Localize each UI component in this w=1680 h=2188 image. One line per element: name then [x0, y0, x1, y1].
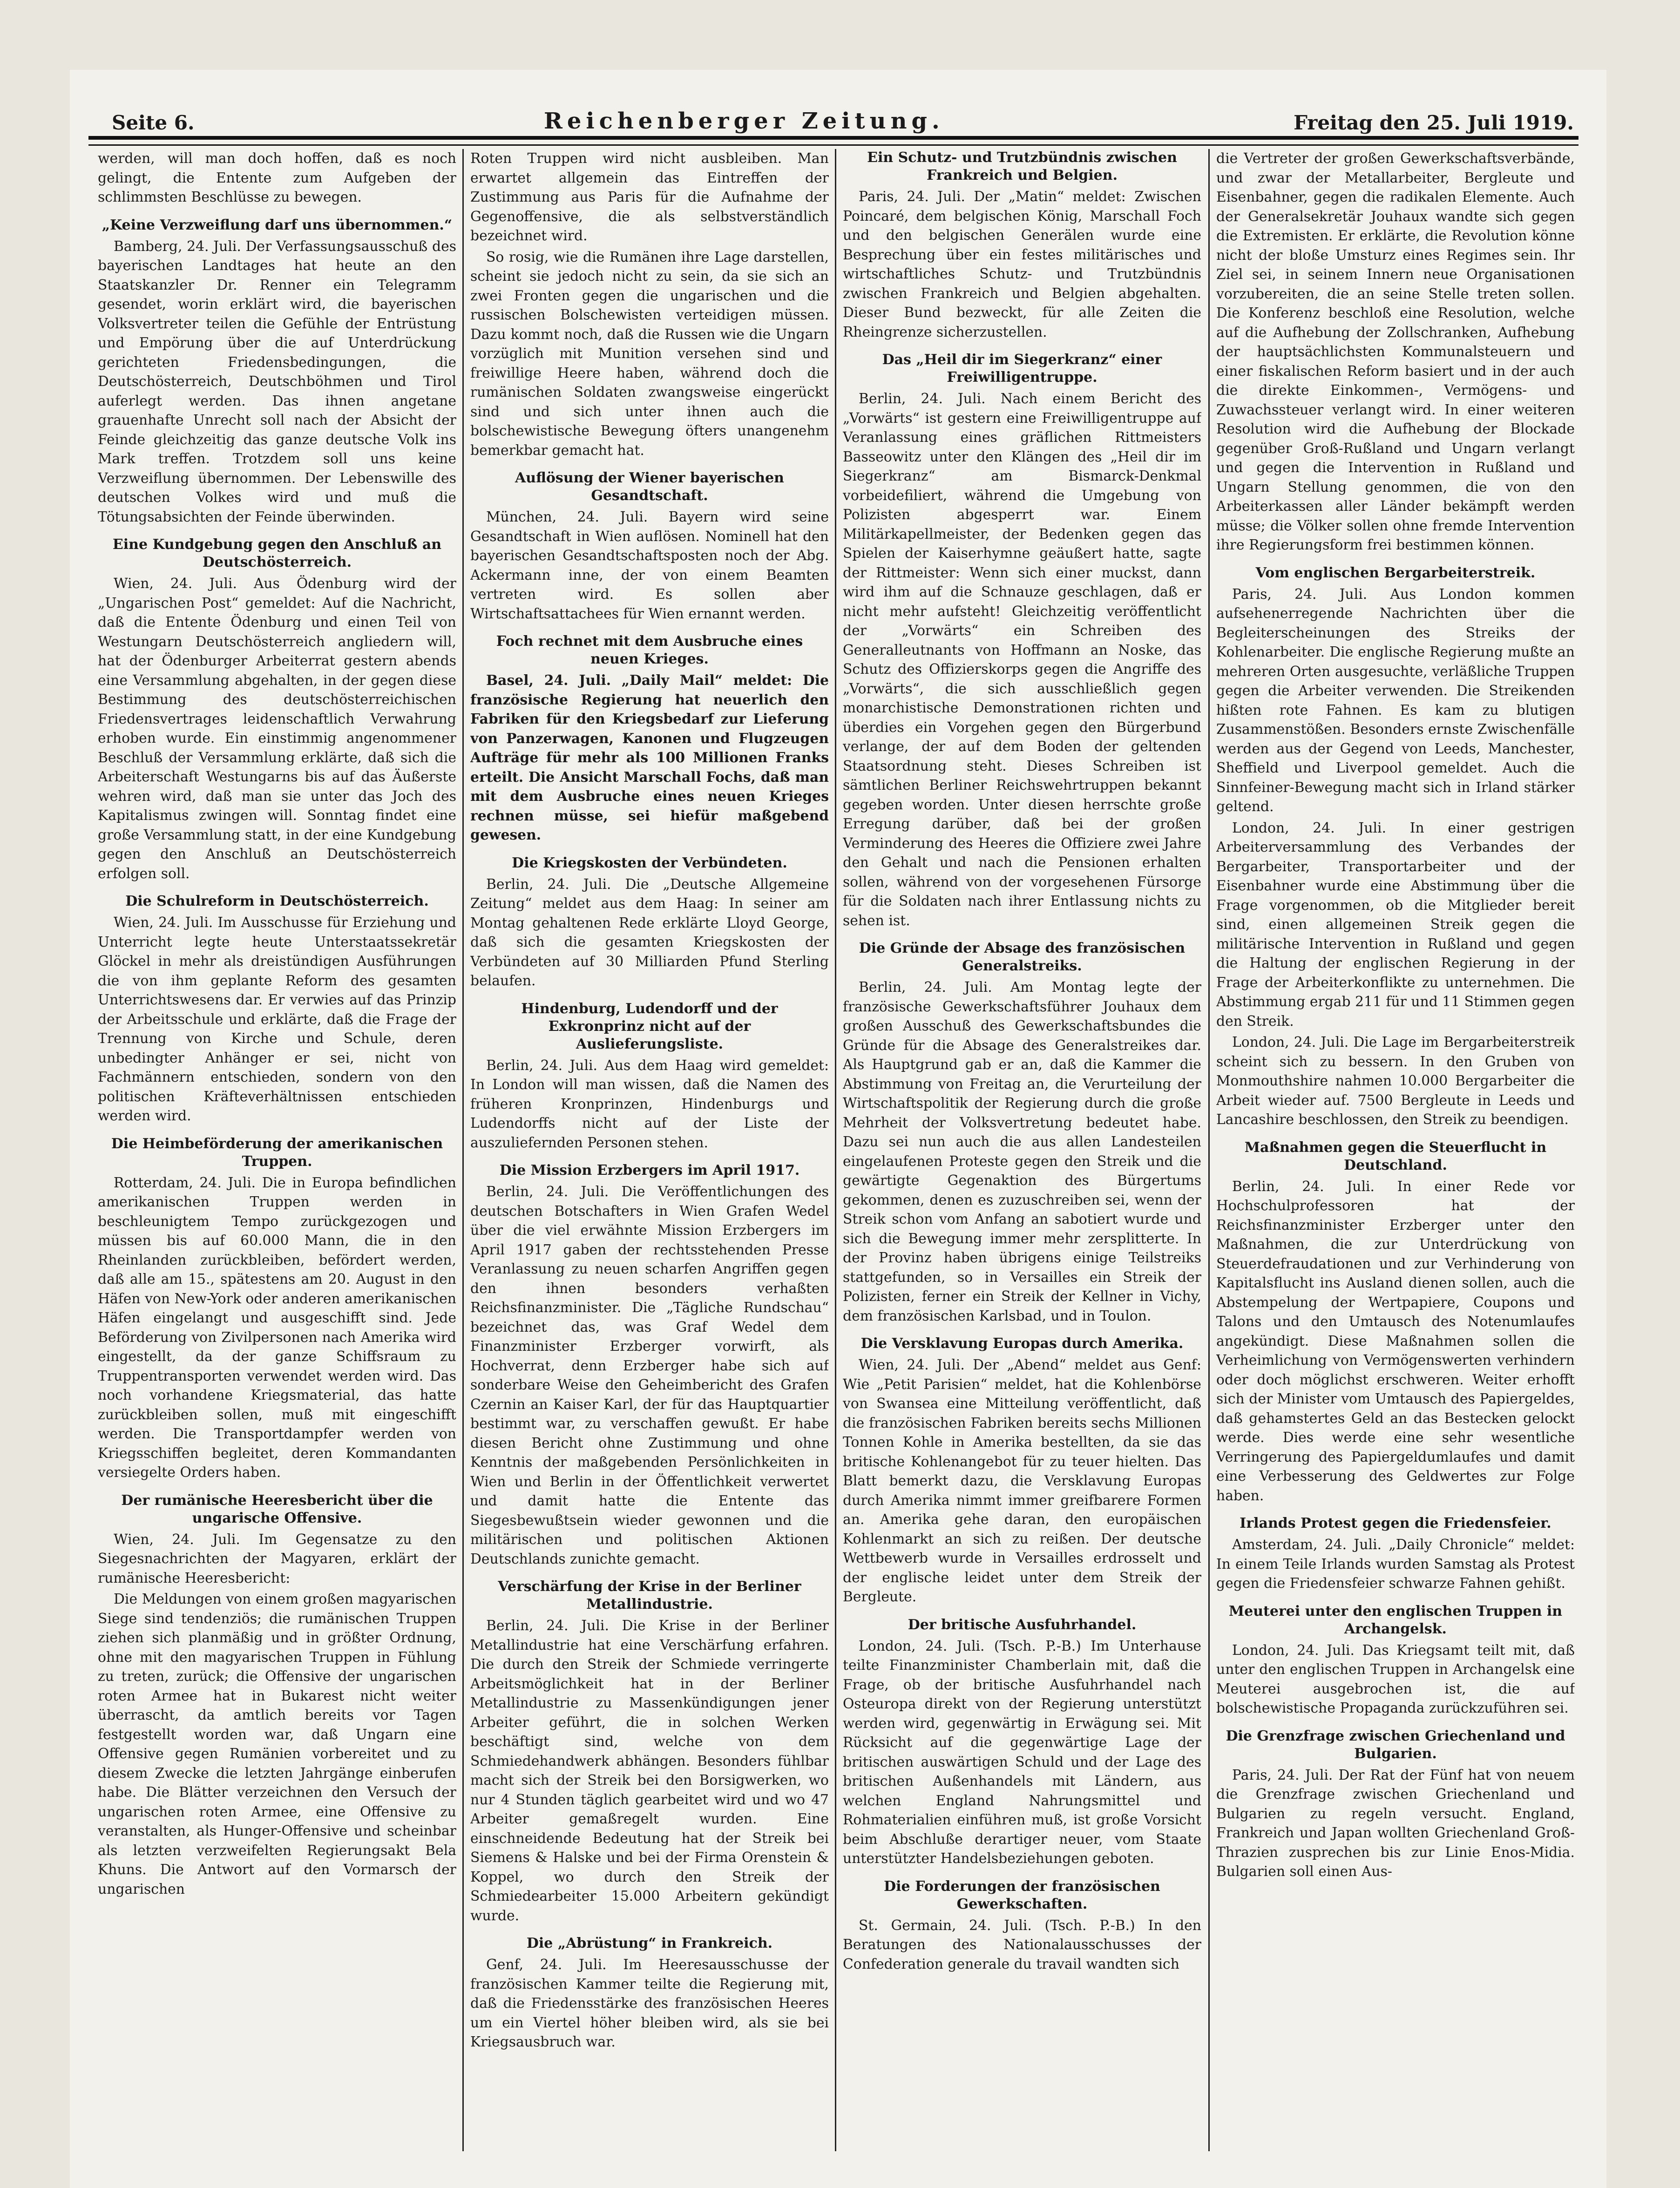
- column-divider: [835, 149, 836, 2151]
- article-headline: Der rumänische Heeresbericht über die ungarische Offensive.: [121, 1492, 433, 1526]
- article-text: Berlin, 24. Juli. In einer Rede vor Hochschulprofessoren hat der Reichsfinanzminister Erzberger unter den Maßnahmen, die zur Unterdrückung von Steuerdefraudationen und zur Verhinderung von Kapitalsflucht ins Ausland dienen sollen, auch die Abstempelung der Wertpapiere, Coupons und Talons und den Umtausch des Notenumlaufes angekündigt. Diese Maßnahmen sollen die Verheimlichung von Vermögenswerten verhindern oder doch möglichst erschweren. Weiter erhofft sich der Minister vom Umtausch des Papiergeldes, daß gehamstertes Geld an das Bestecken gelockt werde. Dies werde eine sehr wesentliche Verringerung des Papiergeldumlaufes und damit eine Verbesserung des Geldwertes zur Folge haben.: [1216, 1178, 1575, 1504]
- column-3: [843, 149, 1201, 2147]
- article-headline: Eine Kundgebung gegen den Anschluß an Deutschösterreich.: [112, 536, 442, 570]
- article-text: Berlin, 24. Juli. Aus dem Haag wird gemeldet: In London will man wissen, daß die Namen des früheren Kronprinzen, Hindenburgs und Ludendorffs nicht auf der Liste der auszuliefernden Personen stehen.: [470, 1057, 829, 1151]
- masthead: Reichenberger Zeitung.: [543, 108, 944, 134]
- article-text: Berlin, 24. Juli. Die Krise in der Berliner Metallindustrie hat eine Verschärfung erfahren. Die durch den Streik der Schmiede verringerte Arbeitsmöglichkeit hat in der Berliner Metallindustrie zu Massenkündigungen jener Arbeiter geführt, die in solchen Werken beschäftigt sind, welche von dem Schmiedehandwerk abhängen. Besonders fühlbar macht sich der Streik bei den Borsigwerken, wo nur 4 Stunden täglich gearbeitet wird und wo 47 Arbeiter gemaßregelt wurden. Eine einschneidende Bedeutung hat der Streik bei Siemens & Halske und bei der Firma Orenstein & Koppel, wo durch den Streik der Schmiedearbeiter 15.000 Arbeitern gekündigt wurde.: [470, 1618, 829, 1924]
- article-headline: Die Grenzfrage zwischen Griechenland und Bulgarien.: [1226, 1727, 1565, 1762]
- column-1: [98, 149, 456, 2147]
- article-headline: Meuterei unter den englischen Truppen in Archangelsk.: [1228, 1603, 1563, 1637]
- article-text: werden, will man doch hoffen, daß es noch gelingt, die Entente zum Aufgeben der schlimmsten Beschlüsse zu bewegen.: [98, 150, 456, 205]
- article-text: die Vertreter der großen Gewerkschaftsverbände, und zwar der Metallarbeiter, Bergleute und Eisenbahner, gegen die radikalen Elemente. Auch der Generalsekretär Jouhaux wandte sich gegen die Extremisten. Er erklärte, die Revolution könne nicht der bloße Umsturz eines Regimes sein. Ihr Ziel sei, in seinem Innern neue Organisationen vorzubereiten, die an seine Stelle treten sollen. Die Konferenz beschloß eine Resolution, welche auf die Aufhebung der Zollschranken, Aufhebung der hauptsächlichsten Kommunalsteuern und einer fiskalischen Reform basiert und in der auch die direkte Einkommen-, Vermögens- und Zuwachssteuer verlangt wird. In einer weiteren Resolution wird die Aufhebung der Blockade gegenüber Groß-Rußland und Ungarn verlangt und gegen die Intervention in Rußland und Ungarn Stellung genommen, die von den Arbeiterkassen aller Länder bekämpft werden müsse; die Völker sollen ohne fremde Intervention ihre Regierungsform frei bestimmen können.: [1216, 150, 1575, 553]
- article-text: Paris, 24. Juli. Der Rat der Fünf hat von neuem die Grenzfrage zwischen Griechenland und Bulgarien zu regeln versucht. England, Frankreich und Japan wollten Griechenland Groß-Thrazien zusprechen bis zur Linie Enos-Midia. Bulgarien soll einen Aus-: [1216, 1767, 1575, 1880]
- article-headline: Foch rechnet mit dem Ausbruche eines neuen Krieges.: [496, 633, 803, 667]
- article-headline: Vom englischen Bergarbeiterstreik.: [1255, 564, 1536, 581]
- article-text: München, 24. Juli. Bayern wird seine Gesandtschaft in Wien auflösen. Nominell hat den bayerischen Gesandtschaftsposten noch der Abg. Ackermann inne, der von einem Beamten vertreten wird. Es sollen aber Wirtschaftsattachees für Wien ernannt werden.: [470, 509, 829, 622]
- article-headline: Die Kriegskosten der Verbündeten.: [512, 854, 787, 871]
- article-text: Basel, 24. Juli. „Daily Mail“ meldet: Die französische Regierung hat neuerlich den Fabriken für den Kriegsbedarf zur Lieferung von Panzerwagen, Kanonen und Flugzeugen Aufträge für mehr als 100 Millionen Franks erteilt. Die Ansicht Marschall Fochs, daß man mit dem Ausbruche eines neuen Krieges rechnen müsse, sei hiefür maßgebend gewesen.: [470, 672, 829, 843]
- article-text: London, 24. Juli. (Tsch. P.-B.) Im Unterhause teilte Finanzminister Chamberlain mit, daß die Frage, ob der britische Ausfuhrhandel nach Osteuropa direkt von der Regierung unterstützt werden wird, gegenwärtig in Erwägung sei. Mit Rücksicht auf die gegenwärtige Lage der britischen auswärtigen Schuld und der Lage des britischen Außenhandels mit Ländern, aus welchen England Nahrungsmittel und Rohmaterialien einführen muß, ist große Vorsicht beim Abschluße derartiger neuer, vom Staate unterstützter Handelsbeziehungen geboten.: [843, 1638, 1201, 1867]
- article-text: Paris, 24. Juli. Der „Matin“ meldet: Zwischen Poincaré, dem belgischen König, Marschall Foch und den belgischen Generälen wurde eine Besprechung über ein festes militärisches und wirtschaftliches Schutz- und Trutzbündnis zwischen Frankreich und Belgien abgehalten. Dieser Bund bezweckt, für alle Zeiten die Rheingrenze sicherzustellen.: [843, 189, 1201, 340]
- article-headline: Die Heimbeförderung der amerikanischen Truppen.: [111, 1135, 443, 1170]
- article-text: Roten Truppen wird nicht ausbleiben. Man erwartet allgemein das Eintreffen der Zustimmung aus Paris für die Aufnahme der Gegenoffensive, die als selbstverständlich bezeichnet wird.: [470, 150, 829, 244]
- article-headline: Der britische Ausfuhrhandel.: [908, 1616, 1137, 1633]
- article-text: Wien, 24. Juli. Im Ausschusse für Erziehung und Unterricht legte heute Unterstaatssekretär Glöckel in mehr als dreistündigen Ausführungen die von ihm geplante Reform des gesamten Unterrichtswesens dar. Er verwies auf das Prinzip der Arbeitsschule und erklärte, daß die Frage der Trennung von Kirche und Schule, deren unbedingter Anhänger er sei, nicht von Fachmännern entschieden, sondern von den politischen Kräfteverhältnissen entschieden werden wird.: [98, 914, 456, 1124]
- article-text: London, 24. Juli. Die Lage im Bergarbeiterstreik scheint sich zu bessern. In den Gruben von Monmouthshire nahmen 10.000 Bergarbeiter die Arbeit wieder auf. 7500 Bergleute in Leeds und Lancashire beschlossen, den Streik zu beendigen.: [1216, 1034, 1575, 1128]
- column-divider: [462, 149, 464, 2151]
- article-text: Paris, 24. Juli. Aus London kommen aufsehenerregende Nachrichten über die Begleiterscheinungen des Streiks der Kohlenarbeiter. Die englische Regierung mußte an mehreren Orten ausgesuchte, verläßliche Truppen gegen die Arbeiter verwenden. Die Streikenden hißten rote Fahnen. Es kam zu blutigen Zusammenstößen. Besonders ernste Zwischenfälle werden aus der Gegend von Leeds, Manchester, Sheffield und Liverpool gemeldet. Auch die Sinnfeiner-Bewegung macht sich in Irland stärker geltend.: [1216, 586, 1575, 815]
- article-text: Rotterdam, 24. Juli. Die in Europa befindlichen amerikanischen Truppen werden in beschleunigtem Tempo zurückgezogen und müssen bis auf 60.000 Mann, die in den Rheinlanden zurückbleiben, befördert werden, daß alle am 15., spätestens am 20. August in den Häfen von New-York oder anderen amerikanischen Häfen eingelangt und ausgeschifft sind. Jede Beförderung von Zivilpersonen nach Amerika wird eingestellt, da der ganze Schiffsraum zu Truppentransporten verwendet werden wird. Das noch vorhandene Kriegsmaterial, das hatte zurückbleiben sollen, muß mit eingeschifft werden. Die Transportdampfer werden von Kriegsschiffen begleitet, deren Kommandanten versiegelte Orders haben.: [98, 1174, 456, 1481]
- article-text: Die Meldungen von einem großen magyarischen Siege sind tendenziös; die rumänischen Truppen ziehen sich planmäßig und in größter Ordnung, ohne mit den magyarischen Truppen in Fühlung zu treten, zurück; die Offensive der ungarischen roten Armee hat in Bukarest nicht weiter überrascht, da amtlich bereits vor Tagen festgestellt worden war, daß Ungarn eine Offensive gegen Rumänien vorbereitet und zu diesem Zwecke die letzten Jahrgänge einberufen habe. Die Blätter verzeichnen den Versuch der ungarischen roten Armee, eine Offensive zu veranstalten, als Hunger-Offensive und scheinbar als letzten verzweifelten Regierungsakt Bela Khuns. Die Antwort auf den Vormarsch der ungarischen: [98, 1591, 456, 1897]
- column-2: [470, 149, 829, 2147]
- article-text: Genf, 24. Juli. Im Heeresausschusse der französischen Kammer teilte die Regierung mit, daß die Friedensstärke des französischen Heeres um ein Viertel höher bleiben wird, als sie bei Kriegsausbruch war.: [470, 1957, 829, 2050]
- article-text: Bamberg, 24. Juli. Der Verfassungsausschuß des bayerischen Landtages hat heute an den Staatskanzler Dr. Renner ein Telegramm gesendet, worin erklärt wird, die bayerischen Volksvertreter teilen die Gefühle der Entrüstung und Empörung über die auf Unterdrückung gerichteten Friedensbedingungen, die Deutschösterreich, Deutschböhmen und Tirol auferlegt werden. Das ihnen angetane grauenhafte Unrecht soll nach der Absicht der Feinde gleichzeitig das ganze deutsche Volk ins Mark treffen. Trotzdem soll uns keine Verzweiflung übernommen. Der Lebenswille des deutschen Volkes wird und muß die Tötungsabsichten der Feinde überwinden.: [98, 238, 456, 525]
- article-headline: Ein Schutz- und Trutzbündnis zwischen Frankreich und Belgien.: [867, 149, 1177, 183]
- column-divider: [1208, 149, 1210, 2151]
- article-headline: Die Gründe der Absage des französischen Generalstreiks.: [859, 940, 1185, 974]
- article-headline: Die „Abrüstung“ in Frankreich.: [526, 1935, 773, 1951]
- article-text: Berlin, 24. Juli. Nach einem Bericht des „Vorwärts“ ist gestern eine Freiwilligentruppe auf Veranlassung eines gräflichen Rittmeisters Basseowitz unter den Klängen des „Heil dir im Siegerkranz“ am Bismarck-Denkmal vorbeidefiliert, während die Umgebung von Polizisten abgesperrt war. Einem Militärkapellmeister, der Bedenken gegen das Spielen der Kaiserhymne geäußert hatte, sagte der Rittmeister: Wenn sich einer muckst, dann wird ihm auf die Schnauze geschlagen, daß er nicht mehr aufsteht! Gleichzeitig veröffentlicht der „Vorwärts“ ein Schreiben des Generalleutnants von Hoffmann an Noske, das Schutz des Offizierskorps gegen die Angriffe des „Vorwärts“, die sich ausschließlich gegen monarchistische Demonstrationen richten und überdies ein Vorgehen gegen den Bürgerbund verlange, der auf dem Boden der geltenden Staatsordnung steht. Dieses Schreiben ist sämtlichen Berliner Reichswehrtruppen bekannt gegeben worden. Unter diesen herrschte große Erregung darüber, daß bei der großen Verminderung des Heeres die Offiziere zwei Jahre den Gehalt und nach die Pensionen erhalten sollen, während von der vorgesehenen Fürsorge für die Soldaten nach ihrer Entlassung nichts zu sehen ist.: [843, 391, 1201, 929]
- article-text: Wien, 24. Juli. Aus Ödenburg wird der „Ungarischen Post“ gemeldet: Auf die Nachricht, daß die Entente Ödenburg und einen Teil von Westungarn Deutschösterreich angliedern will, hat der Ödenburger Arbeiterrat gestern abends eine Versammlung abgehalten, in der gegen diese Bestimmung des deutschösterreichischen Friedensvertrages leidenschaftlich Verwahrung erhoben wurde. Ein einstimmig angenommener Beschluß der Versammlung erklärte, daß sich die Arbeiterschaft Westungarns bis auf das Äußerste wehren wird, daß man sie unter das Joch des Kapitalismus zwingen will. Sonntag findet eine große Versammlung statt, in der eine Kundgebung gegen den Anschluß an Deutschösterreich erfolgen soll.: [98, 576, 456, 882]
- article-headline: Die Versklavung Europas durch Amerika.: [860, 1335, 1184, 1352]
- article-text: Berlin, 24. Juli. Die „Deutsche Allgemeine Zeitung“ meldet aus dem Haag: In seiner am Montag gehaltenen Rede erklärte Lloyd George, daß sich die gesamten Kriegskosten der Verbündeten auf 30 Milliarden Pfund Sterling belaufen.: [470, 876, 829, 989]
- article-headline: Auflösung der Wiener bayerischen Gesandtschaft.: [515, 470, 784, 504]
- article-headline: Die Mission Erzbergers im April 1917.: [499, 1162, 800, 1179]
- article-text: Wien, 24. Juli. Im Gegensatze zu den Siegesnachrichten der Magyaren, erklärt der rumänische Heeresbericht:: [98, 1531, 456, 1586]
- issue-date: Freitag den 25. Juli 1919.: [1294, 111, 1574, 134]
- article-text: Berlin, 24. Juli. Am Montag legte der französische Gewerkschaftsführer Jouhaux dem großen Ausschuß des Gewerkschaftsbundes die Gründe für die Absage des Generalstreikes dar. Als Hauptgrund gab er an, daß die Kammer die Abstimmung von Freitag an, die Verurteilung der Wirtschaftspolitik der Regierung durch die große Mehrheit der Volksvertretung bedeutet habe. Dazu sei nun auch die aus allen Landesteilen eingelaufenen Proteste gegen den Streik und die gewärtigte Gegenaktion des Bürgertums gekommen, denen es zuzuschreiben sei, wenn der Streik schon vom Anfang an sabotiert wurde und sich die Bewegung immer mehr zersplitterte. In der Provinz haben übrigens einige Teilstreiks stattgefunden, so in Versailles ein Streik der Polizisten, ferner ein Streik der Kellner in Vichy, dem französischen Karlsbad, und in Toulon.: [843, 979, 1201, 1324]
- article-headline: „Keine Verzweiflung darf uns übernommen.“: [102, 217, 453, 233]
- column-4: [1216, 149, 1575, 2147]
- article-text: Wien, 24. Juli. Der „Abend“ meldet aus Genf: Wie „Petit Parisien“ meldet, hat die Kohlenbörse von Swansea eine Mitteilung veröffentlicht, daß die französischen Fabriken bereits sechs Millionen Tonnen Kohle in Amerika bestellten, da sie das britische Kohlenangebot für zu teuer hielten. Das Blatt bemerkt dazu, die Versklavung Europas durch Amerika nimmt immer greifbarere Formen an. Amerika gehe daran, den europäischen Kohlenmarkt an sich zu reißen. Der deutsche Wettbewerb wurde in Versailles erdrosselt und der englische leidet unter dem Streik der Bergleute.: [843, 1357, 1201, 1605]
- article-text: London, 24. Juli. In einer gestrigen Arbeiterversammlung des Verbandes der Bergarbeiter, Transportarbeiter und der Eisenbahner wurde eine Abstimmung über die Frage vorgenommen, ob die Mitglieder bereit sind, einen allgemeinen Streik gegen die militärische Intervention in Rußland und gegen die Haltung der englischen Regierung in der Frage der Arbeiterkonflikte zu unternehmen. Die Abstimmung ergab 211 für und 11 Stimmen gegen den Streik.: [1216, 820, 1575, 1030]
- article-text: Berlin, 24. Juli. Die Veröffentlichungen des deutschen Botschafters in Wien Grafen Wedel über die viel erwähnte Mission Erzbergers im April 1917 gaben der rechtsstehenden Presse Veranlassung zu neuen scharfen Angriffen gegen den ihnen besonders verhaßten Reichsfinanzminister. Die „Tägliche Rundschau“ bezeichnet das, was Graf Wedel dem Finanzminister Erzberger vorwirft, als Hochverrat, denn Erzberger habe sich auf sonderbare Weise den Geheimbericht des Grafen Czernin an Kaiser Karl, der für das Hauptquartier bestimmt war, zu verschaffen gewußt. Er habe diesen Bericht ohne Zustimmung und ohne Kenntnis der maßgebenden Persönlichkeiten in Wien und Berlin in der Öffentlichkeit verwertet und damit hatte die Entente das Siegesbewußtsein wieder gewonnen und die militärischen und politischen Aktionen Deutschlands zunichte gemacht.: [470, 1184, 829, 1567]
- article-text: St. Germain, 24. Juli. (Tsch. P.-B.) In den Beratungen des Nationalausschusses der Confederation generale du travail wandten sich: [843, 1917, 1201, 1972]
- article-text: Amsterdam, 24. Juli. „Daily Chronicle“ meldet: In einem Teile Irlands wurden Samstag als Protest gegen die Friedensfeier schwarze Fahnen gehißt.: [1216, 1537, 1575, 1592]
- article-headline: Die Forderungen der französischen Gewerkschaften.: [884, 1878, 1160, 1912]
- article-headline: Maßnahmen gegen die Steuerflucht in Deutschland.: [1244, 1139, 1547, 1173]
- page-number: Seite 6.: [112, 111, 195, 134]
- article-headline: Hindenburg, Ludendorff und der Exkronprinz nicht auf der Auslieferungsliste.: [521, 1000, 778, 1052]
- article-headline: Verschärfung der Krise in der Berliner Metallindustrie.: [498, 1578, 801, 1612]
- article-headline: Das „Heil dir im Siegerkranz“ einer Freiwilligentruppe.: [882, 352, 1162, 386]
- page-header: [112, 106, 1574, 134]
- article-headline: Die Schulreform in Deutschösterreich.: [125, 893, 429, 909]
- article-text: London, 24. Juli. Das Kriegsamt teilt mit, daß unter den englischen Truppen in Archangelsk eine Meuterei ausgebrochen ist, die auf bolschewistische Propaganda zurückzuführen sei.: [1216, 1642, 1575, 1716]
- header-rule: [88, 136, 1578, 146]
- article-text: So rosig, wie die Rumänen ihre Lage darstellen, scheint sie jedoch nicht zu sein, da sie sich an zwei Fronten gegen die ungarischen und die russischen Bolschewisten verteidigen müssen. Dazu kommt noch, daß die Russen wie die Ungarn vorzüglich mit Munition versehen sind und freiwillige Heere haben, während doch die rumänischen Soldaten zwangsweise eingerückt sind und sich unter ihnen auch die bolschewistische Bewegung öfters unangenehm bemerkbar gemacht hat.: [470, 249, 829, 459]
- article-headline: Irlands Protest gegen die Friedensfeier.: [1240, 1515, 1551, 1531]
